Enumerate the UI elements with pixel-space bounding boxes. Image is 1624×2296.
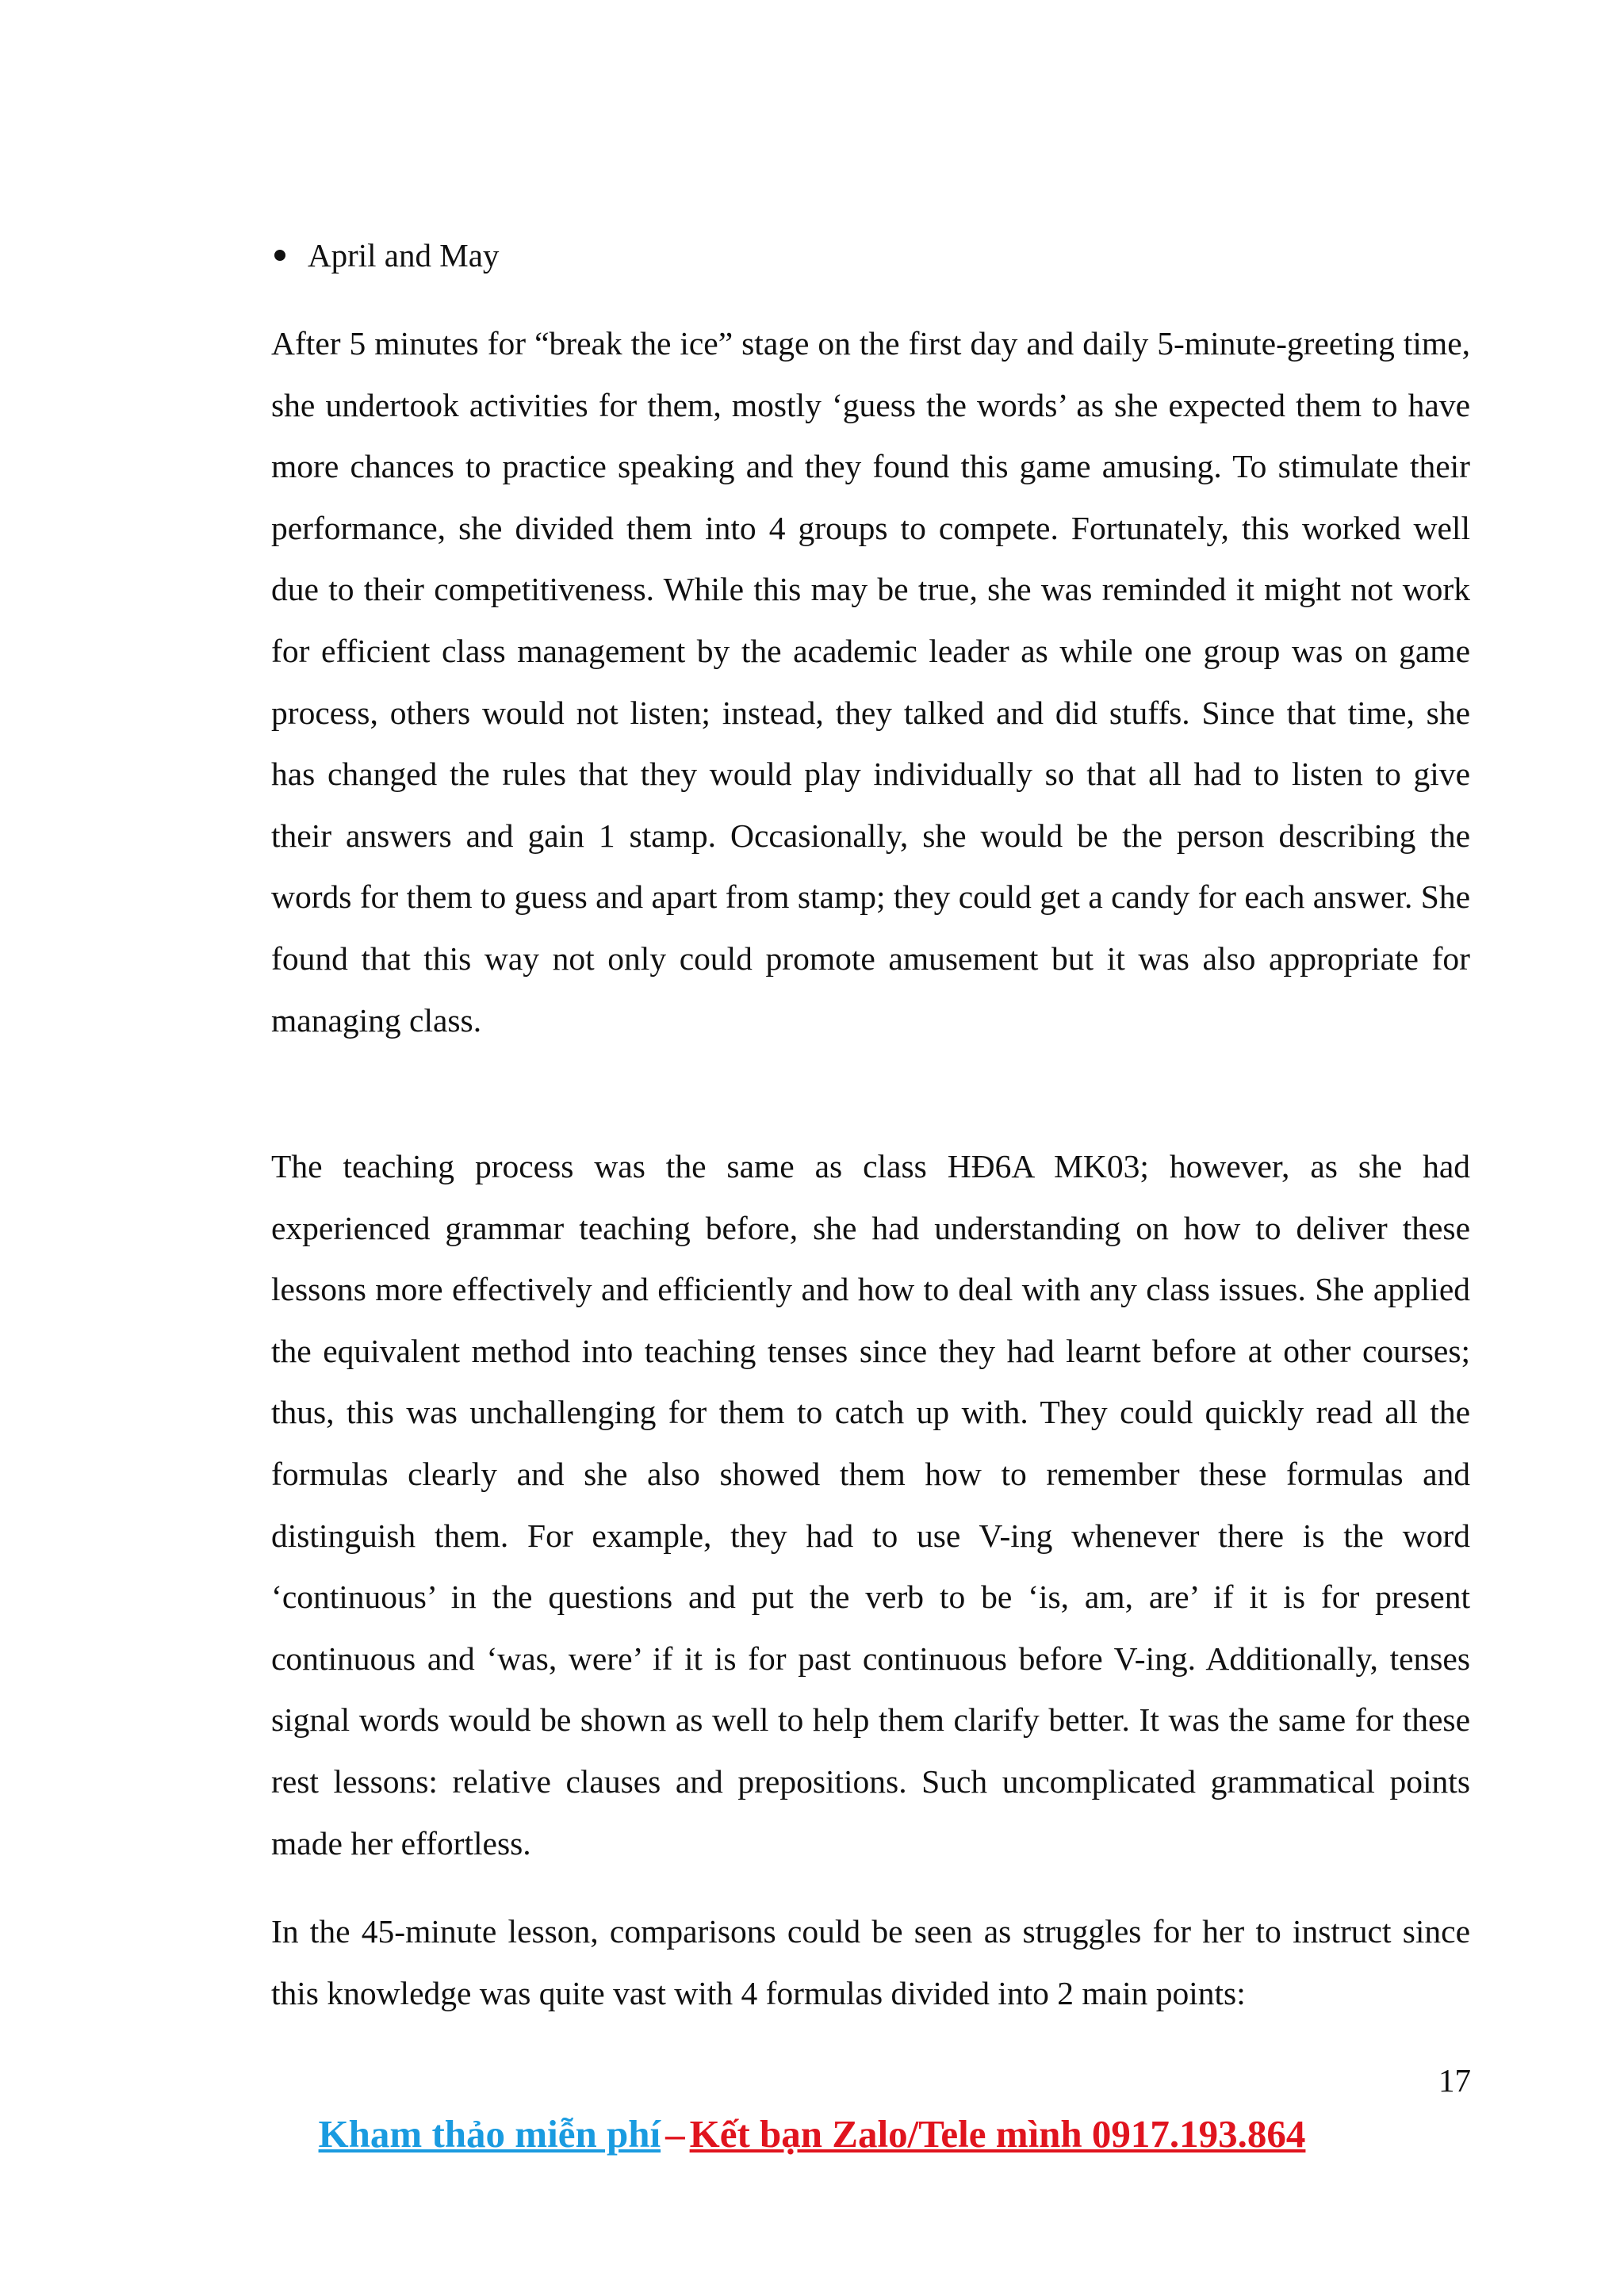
paragraph-1: After 5 minutes for “break the ice” stage on the first day and daily 5-minute-greeting time, she undertook activities for them, mostly ‘guess the words’ as she expected them to have more chances to practice speaking and they found this game amusing. To stimulate their performance, she divided them into 4 groups to compete. Fortunately, this worked well due to their competitiveness. While this may be true, she was reminded it might not work for efficient class management by the academic leader as while one group was on game process, others would not listen; instead, they talked and did stuffs. Since that time, she has changed the rules that they would play individually so that all had to listen to give their answers and gain 1 stamp. Occasionally, she would be the person describing the words for them to guess and apart from stamp; they could get a candy for each answer. She found that this way not only could promote amusement but it was also appropriate for managing class. bbox=[271, 325, 1470, 1039]
footer-banner bbox=[0, 2107, 1624, 2161]
paragraph-2: The teaching process was the same as class HĐ6A MK03; however, as she had experienced grammar teaching before, she had understanding on how to deliver these lessons more effectively and efficiently and how to deal with any class issues. She applied the equivalent method into teaching tenses since they had learnt before at other courses; thus, this was unchallenging for them to catch up with. They could quickly read all the formulas clearly and she also showed them how to remember these formulas and distinguish them. For example, they had to use V-ing whenever there is the word ‘continuous’ in the questions and put the verb to be ‘is, am, are’ if it is for present continuous and ‘was, were’ if it is for past continuous before V-ing. Additionally, tenses signal words would be shown as well to help them clarify better. It was the same for these rest lessons: relative clauses and prepositions. Such uncomplicated grammatical points made her effortless. bbox=[271, 1148, 1470, 1862]
footer-separator: – bbox=[665, 2112, 685, 2156]
bullet-icon bbox=[274, 250, 285, 261]
bullet-item-text: April and May bbox=[308, 237, 500, 274]
contact-link[interactable]: Kết bạn Zalo/Tele mình 0917.193.864 bbox=[689, 2112, 1306, 2156]
bullet-item bbox=[273, 232, 499, 279]
page-number: 17 bbox=[1438, 2062, 1471, 2099]
paragraph-3: In the 45-minute lesson, comparisons could be seen as struggles for her to instruct since this knowledge was quite vast with 4 formulas divided into 2 main points: bbox=[271, 1913, 1470, 2011]
free-reference-link[interactable]: Kham thảo miễn phí bbox=[318, 2112, 661, 2156]
